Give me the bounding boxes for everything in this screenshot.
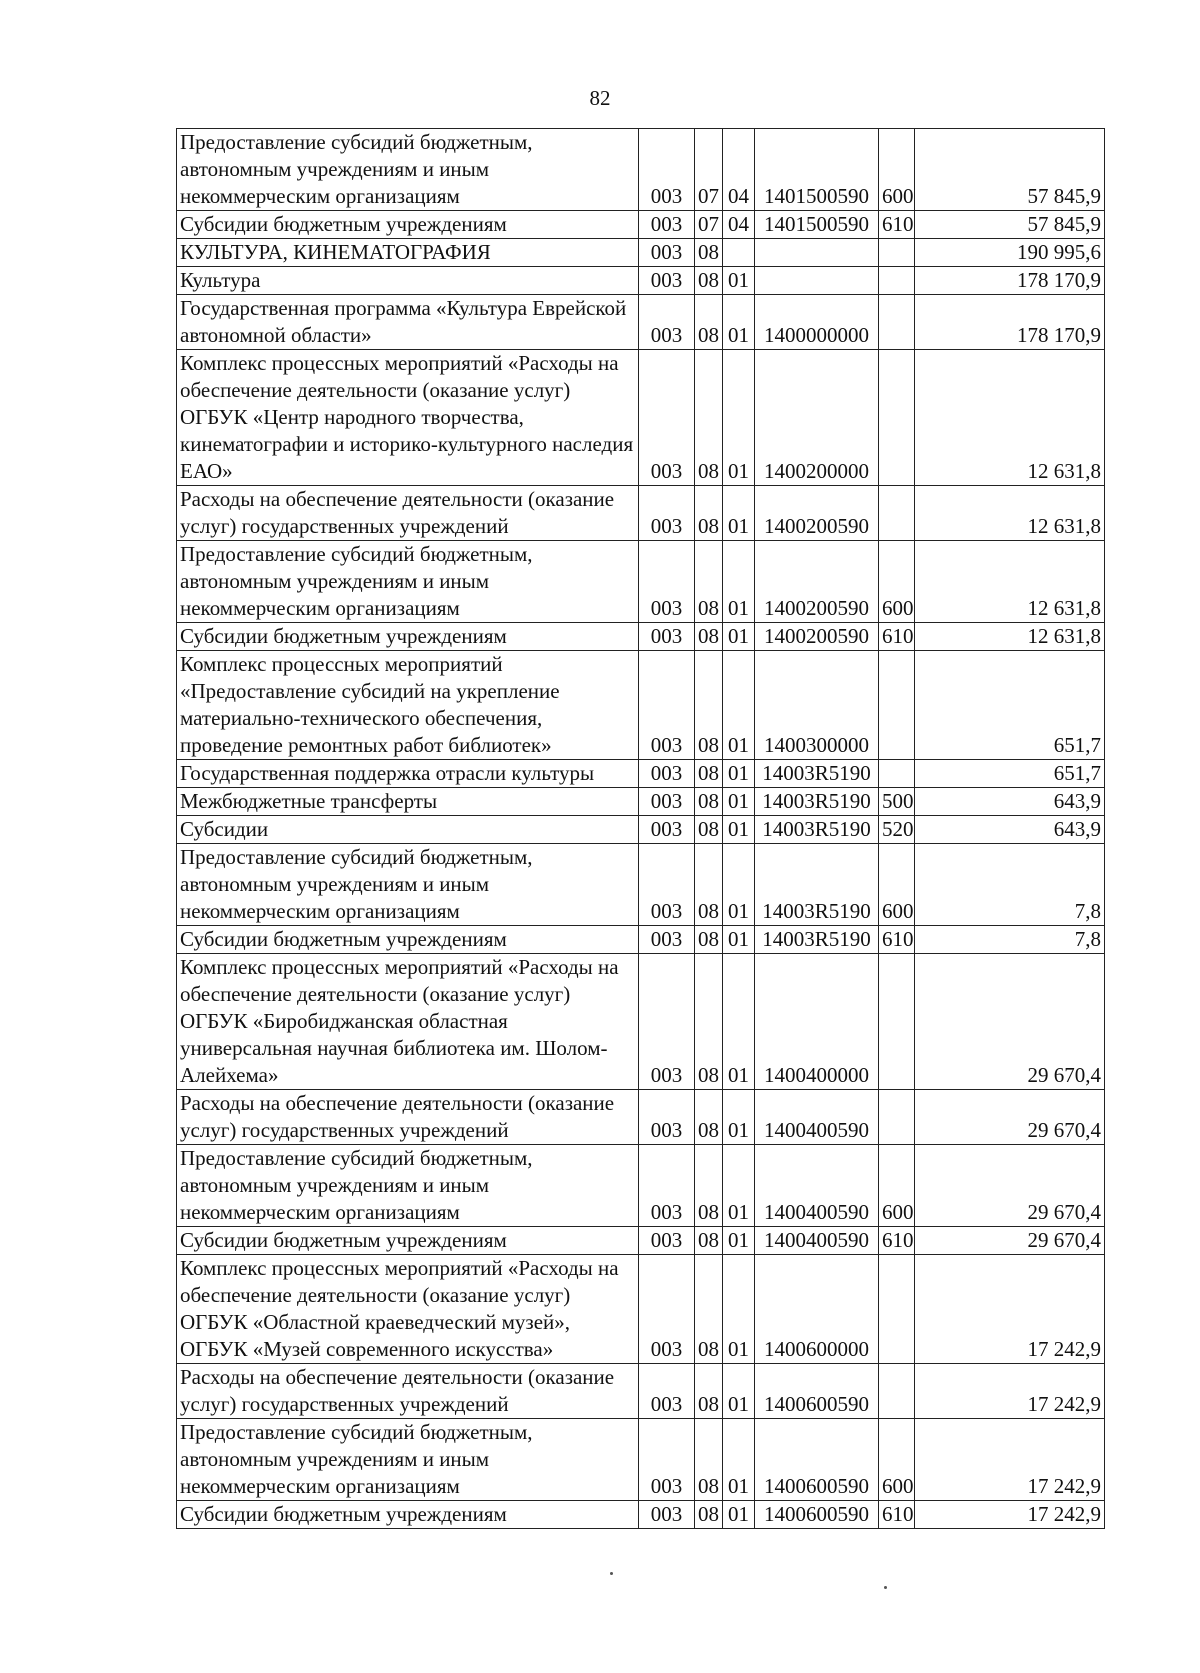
cell-target-article: 1400600000: [755, 1255, 879, 1364]
cell-target-article: 1400400590: [755, 1227, 879, 1255]
cell-section: 08: [695, 1145, 723, 1227]
cell-name: Предоставление субсидий бюджетным, автономным учреждениям и иным некоммерческим организациям: [177, 844, 639, 926]
cell-target-article: 1400300000: [755, 651, 879, 760]
table-row: [177, 1227, 1105, 1255]
cell-section: 08: [695, 267, 723, 295]
cell-expense-type: [879, 1364, 915, 1419]
cell-subsection: 01: [723, 1090, 755, 1145]
cell-name: Государственная поддержка отрасли культуры: [177, 760, 639, 788]
cell-admin-code: 003: [639, 267, 695, 295]
cell-admin-code: 003: [639, 239, 695, 267]
cell-subsection: 01: [723, 1364, 755, 1419]
table-row: [177, 486, 1105, 541]
cell-amount: 178 170,9: [915, 267, 1105, 295]
cell-target-article: 1400400000: [755, 954, 879, 1090]
cell-name: Комплекс процессных мероприятий «Расходы на обеспечение деятельности (оказание услуг) ОГБУК «Биробиджанская областная универсальная научная библиотека им. Шолом-Алейхема»: [177, 954, 639, 1090]
cell-subsection: 01: [723, 1227, 755, 1255]
cell-expense-type: 600: [879, 541, 915, 623]
cell-subsection: 01: [723, 954, 755, 1090]
cell-admin-code: 003: [639, 1364, 695, 1419]
cell-subsection: 01: [723, 350, 755, 486]
cell-expense-type: [879, 267, 915, 295]
cell-subsection: 01: [723, 1419, 755, 1501]
cell-section: 07: [695, 211, 723, 239]
table-row: [177, 1501, 1105, 1529]
cell-expense-type: [879, 1090, 915, 1145]
cell-section: 08: [695, 816, 723, 844]
cell-expense-type: 520: [879, 816, 915, 844]
cell-section: 08: [695, 844, 723, 926]
cell-amount: 57 845,9: [915, 129, 1105, 211]
cell-amount: 12 631,8: [915, 541, 1105, 623]
cell-expense-type: 600: [879, 1145, 915, 1227]
cell-amount: 29 670,4: [915, 954, 1105, 1090]
table-row: [177, 1255, 1105, 1364]
table-row: [177, 788, 1105, 816]
cell-expense-type: 610: [879, 926, 915, 954]
cell-name: Предоставление субсидий бюджетным, автономным учреждениям и иным некоммерческим организациям: [177, 541, 639, 623]
cell-subsection: 01: [723, 623, 755, 651]
cell-name: Субсидии бюджетным учреждениям: [177, 1501, 639, 1529]
cell-expense-type: [879, 295, 915, 350]
cell-target-article: 1400200590: [755, 541, 879, 623]
cell-admin-code: 003: [639, 1255, 695, 1364]
cell-section: 08: [695, 1364, 723, 1419]
table-row: [177, 1419, 1105, 1501]
cell-target-article: 1400600590: [755, 1364, 879, 1419]
cell-amount: 7,8: [915, 926, 1105, 954]
cell-target-article: 1401500590: [755, 211, 879, 239]
cell-admin-code: 003: [639, 816, 695, 844]
cell-subsection: [723, 239, 755, 267]
cell-subsection: 01: [723, 267, 755, 295]
cell-section: 08: [695, 926, 723, 954]
cell-target-article: 1400200590: [755, 623, 879, 651]
cell-subsection: 01: [723, 816, 755, 844]
cell-amount: 12 631,8: [915, 623, 1105, 651]
cell-section: 08: [695, 760, 723, 788]
cell-target-article: 1401500590: [755, 129, 879, 211]
cell-amount: 29 670,4: [915, 1090, 1105, 1145]
cell-expense-type: 610: [879, 623, 915, 651]
scan-speck: [884, 1586, 887, 1589]
cell-amount: 643,9: [915, 788, 1105, 816]
cell-target-article: 1400400590: [755, 1090, 879, 1145]
cell-name: Субсидии бюджетным учреждениям: [177, 623, 639, 651]
cell-target-article: 1400600590: [755, 1501, 879, 1529]
cell-admin-code: 003: [639, 1145, 695, 1227]
cell-subsection: 04: [723, 211, 755, 239]
cell-admin-code: 003: [639, 541, 695, 623]
cell-admin-code: 003: [639, 623, 695, 651]
table-row: [177, 211, 1105, 239]
cell-name: Субсидии бюджетным учреждениям: [177, 211, 639, 239]
cell-amount: 17 242,9: [915, 1419, 1105, 1501]
cell-section: 08: [695, 350, 723, 486]
cell-target-article: 14003R5190: [755, 788, 879, 816]
page-number: 82: [589, 86, 611, 110]
cell-subsection: 01: [723, 1145, 755, 1227]
cell-section: 08: [695, 788, 723, 816]
cell-admin-code: 003: [639, 844, 695, 926]
table-row: [177, 760, 1105, 788]
table-row: [177, 651, 1105, 760]
cell-amount: 178 170,9: [915, 295, 1105, 350]
cell-name: Расходы на обеспечение деятельности (оказание услуг) государственных учреждений: [177, 486, 639, 541]
cell-target-article: 14003R5190: [755, 844, 879, 926]
cell-expense-type: [879, 350, 915, 486]
cell-admin-code: 003: [639, 295, 695, 350]
cell-subsection: 04: [723, 129, 755, 211]
cell-expense-type: [879, 651, 915, 760]
cell-expense-type: [879, 486, 915, 541]
cell-amount: 651,7: [915, 651, 1105, 760]
cell-expense-type: 610: [879, 211, 915, 239]
cell-name: Субсидии бюджетным учреждениям: [177, 926, 639, 954]
cell-amount: 651,7: [915, 760, 1105, 788]
cell-name: Расходы на обеспечение деятельности (оказание услуг) государственных учреждений: [177, 1364, 639, 1419]
cell-amount: 17 242,9: [915, 1364, 1105, 1419]
cell-expense-type: 600: [879, 1419, 915, 1501]
cell-name: КУЛЬТУРА, КИНЕМАТОГРАФИЯ: [177, 239, 639, 267]
cell-subsection: 01: [723, 926, 755, 954]
cell-amount: 17 242,9: [915, 1255, 1105, 1364]
budget-table-body: [177, 129, 1105, 1529]
cell-amount: 29 670,4: [915, 1227, 1105, 1255]
cell-amount: 12 631,8: [915, 486, 1105, 541]
cell-expense-type: [879, 760, 915, 788]
cell-admin-code: 003: [639, 760, 695, 788]
cell-name: Межбюджетные трансферты: [177, 788, 639, 816]
cell-section: 08: [695, 1255, 723, 1364]
table-row: [177, 350, 1105, 486]
cell-name: Предоставление субсидий бюджетным, автономным учреждениям и иным некоммерческим организациям: [177, 1419, 639, 1501]
cell-subsection: 01: [723, 295, 755, 350]
cell-target-article: 1400600590: [755, 1419, 879, 1501]
cell-target-article: 14003R5190: [755, 926, 879, 954]
cell-admin-code: 003: [639, 651, 695, 760]
budget-table: [176, 128, 1105, 1529]
cell-section: 08: [695, 1090, 723, 1145]
table-row: [177, 541, 1105, 623]
cell-admin-code: 003: [639, 788, 695, 816]
table-row: [177, 954, 1105, 1090]
cell-expense-type: 610: [879, 1501, 915, 1529]
table-row: [177, 1090, 1105, 1145]
cell-target-article: [755, 267, 879, 295]
cell-target-article: 1400200000: [755, 350, 879, 486]
cell-admin-code: 003: [639, 211, 695, 239]
cell-amount: 29 670,4: [915, 1145, 1105, 1227]
cell-admin-code: 003: [639, 129, 695, 211]
cell-name: Субсидии: [177, 816, 639, 844]
table-row: [177, 239, 1105, 267]
cell-name: Культура: [177, 267, 639, 295]
cell-expense-type: 600: [879, 129, 915, 211]
cell-subsection: 01: [723, 788, 755, 816]
table-row: [177, 926, 1105, 954]
table-row: [177, 816, 1105, 844]
cell-target-article: 1400000000: [755, 295, 879, 350]
cell-amount: 12 631,8: [915, 350, 1105, 486]
cell-section: 07: [695, 129, 723, 211]
table-row: [177, 267, 1105, 295]
cell-subsection: 01: [723, 760, 755, 788]
cell-section: 08: [695, 239, 723, 267]
cell-section: 08: [695, 541, 723, 623]
cell-name: Субсидии бюджетным учреждениям: [177, 1227, 639, 1255]
cell-expense-type: 600: [879, 844, 915, 926]
cell-admin-code: 003: [639, 926, 695, 954]
cell-admin-code: 003: [639, 486, 695, 541]
table-row: [177, 295, 1105, 350]
table-row: [177, 623, 1105, 651]
cell-name: Комплекс процессных мероприятий «Предоставление субсидий на укрепление материально-технического обеспечения, проведение ремонтных работ библиотек»: [177, 651, 639, 760]
cell-subsection: 01: [723, 1255, 755, 1364]
cell-expense-type: [879, 239, 915, 267]
scan-speck: [610, 1572, 613, 1575]
cell-section: 08: [695, 651, 723, 760]
cell-amount: 643,9: [915, 816, 1105, 844]
cell-target-article: 14003R5190: [755, 760, 879, 788]
cell-amount: 57 845,9: [915, 211, 1105, 239]
cell-name: Комплекс процессных мероприятий «Расходы на обеспечение деятельности (оказание услуг) ОГБУК «Центр народного творчества, кинематографии и историко-культурного наследия ЕАО»: [177, 350, 639, 486]
cell-section: 08: [695, 486, 723, 541]
cell-section: 08: [695, 295, 723, 350]
cell-section: 08: [695, 1501, 723, 1529]
cell-name: Предоставление субсидий бюджетным, автономным учреждениям и иным некоммерческим организациям: [177, 1145, 639, 1227]
cell-target-article: [755, 239, 879, 267]
cell-admin-code: 003: [639, 954, 695, 1090]
cell-expense-type: [879, 954, 915, 1090]
cell-name: Предоставление субсидий бюджетным, автономным учреждениям и иным некоммерческим организациям: [177, 129, 639, 211]
cell-section: 08: [695, 1227, 723, 1255]
cell-name: Комплекс процессных мероприятий «Расходы на обеспечение деятельности (оказание услуг) ОГБУК «Областной краеведческий музей», ОГБУК «Музей современного искусства»: [177, 1255, 639, 1364]
cell-section: 08: [695, 623, 723, 651]
cell-section: 08: [695, 954, 723, 1090]
table-row: [177, 1145, 1105, 1227]
cell-name: Расходы на обеспечение деятельности (оказание услуг) государственных учреждений: [177, 1090, 639, 1145]
cell-name: Государственная программа «Культура Еврейской автономной области»: [177, 295, 639, 350]
cell-target-article: 1400400590: [755, 1145, 879, 1227]
cell-subsection: 01: [723, 541, 755, 623]
cell-admin-code: 003: [639, 1227, 695, 1255]
cell-target-article: 1400200590: [755, 486, 879, 541]
cell-admin-code: 003: [639, 1090, 695, 1145]
table-row: [177, 1364, 1105, 1419]
table-row: [177, 129, 1105, 211]
cell-admin-code: 003: [639, 350, 695, 486]
cell-expense-type: 500: [879, 788, 915, 816]
cell-subsection: 01: [723, 651, 755, 760]
cell-expense-type: [879, 1255, 915, 1364]
cell-expense-type: 610: [879, 1227, 915, 1255]
cell-amount: 17 242,9: [915, 1501, 1105, 1529]
cell-subsection: 01: [723, 844, 755, 926]
cell-subsection: 01: [723, 486, 755, 541]
cell-subsection: 01: [723, 1501, 755, 1529]
cell-admin-code: 003: [639, 1419, 695, 1501]
table-row: [177, 844, 1105, 926]
cell-target-article: 14003R5190: [755, 816, 879, 844]
cell-amount: 7,8: [915, 844, 1105, 926]
cell-section: 08: [695, 1419, 723, 1501]
cell-amount: 190 995,6: [915, 239, 1105, 267]
cell-admin-code: 003: [639, 1501, 695, 1529]
